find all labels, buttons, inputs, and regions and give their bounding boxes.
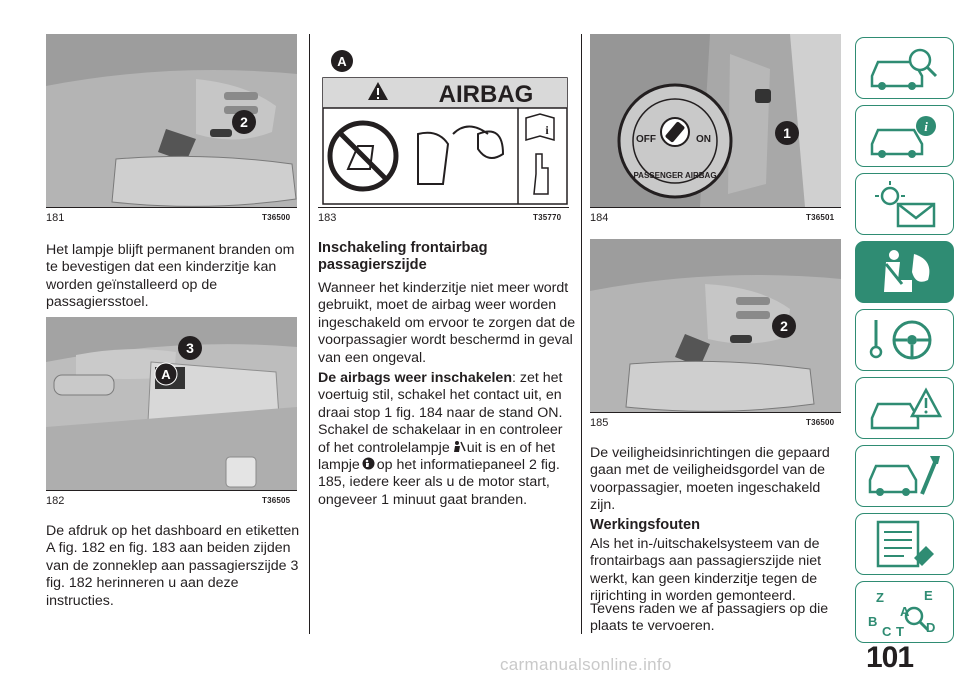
svg-text:AIRBAG: AIRBAG xyxy=(438,81,534,108)
col3-paragraph-1: De veiligheidsinrichtingen die gepaard gaan met de veiligheidsgordel van de voorpassagier, moeten ingeschakeld zijn. xyxy=(590,445,830,514)
column-divider-2 xyxy=(581,34,582,634)
warning-triangle-car-icon xyxy=(864,382,944,434)
figure-182-image xyxy=(46,317,297,490)
col3-heading: Werkingsfouten xyxy=(590,517,701,533)
callout-2-icon xyxy=(231,109,257,135)
sidebar-tab-dashboard[interactable] xyxy=(855,105,954,167)
col3-paragraph-2: Als het in-/uitschakelsysteem van de frontairbags aan passagierszijde niet werkt, kan geen kinderzitje tegen de rijrichting in worden gemonteerd. xyxy=(590,536,822,605)
svg-text:E: E xyxy=(924,588,933,603)
figure-181-image xyxy=(46,34,297,207)
airbag-off-warning-icon xyxy=(451,440,466,453)
car-wrench-icon xyxy=(864,450,944,502)
figure-185-number: 185 xyxy=(590,417,609,429)
svg-text:i: i xyxy=(545,123,549,137)
watermark: carmanualsonline.info xyxy=(500,655,672,674)
alphabetical-index-icon xyxy=(864,586,944,638)
warning-lights-icon xyxy=(864,178,944,230)
callout-3-icon xyxy=(177,335,203,361)
callout-1-icon xyxy=(774,120,800,146)
col2-paragraph-2-lead: De airbags weer inschakelen xyxy=(318,370,512,386)
figure-185-caption-line xyxy=(590,412,841,413)
callout-2-icon xyxy=(771,313,797,339)
key-steering-icon xyxy=(864,314,944,366)
svg-text:B: B xyxy=(868,614,878,629)
figure-184-image xyxy=(590,34,841,207)
figure-184-caption-line xyxy=(590,207,841,208)
sidebar-tab-technical-data[interactable] xyxy=(855,513,954,575)
figure-183-code: T35770 xyxy=(533,213,562,222)
svg-text:A: A xyxy=(337,54,347,69)
col2-paragraph-2-part-c: op het informatiepaneel 2 fig. 185, iedere keer als u de motor start, ongeveer 1 minuut gaat branden. xyxy=(318,457,560,508)
figure-182-number: 182 xyxy=(46,495,65,507)
col1-paragraph-1: Het lampje blijft permanent branden om te bevestigen dat een kinderzitje kan worden geïnstalleerd op de passagiersstoel. xyxy=(46,242,295,311)
car-info-icon xyxy=(864,110,944,162)
svg-text:Z: Z xyxy=(876,590,884,605)
figure-181-caption-line xyxy=(46,207,297,208)
svg-text:D: D xyxy=(926,620,936,635)
sidebar-tab-starting-driving[interactable] xyxy=(855,309,954,371)
figure-183-caption-line xyxy=(318,207,569,208)
figure-182-caption-line xyxy=(46,490,297,491)
col2-paragraph-2-part-b: uit is en of het lampje xyxy=(318,439,556,474)
col2-paragraph-2-part-a: : zet het voertuig stil, schakel het contact uit, en draai stop 1 fig. 184 naar de stand ON. Schakel de schakelaar in en controleer of het controlelampje xyxy=(318,370,563,456)
figure-185-image xyxy=(590,239,841,412)
airbag-seat-icon xyxy=(864,246,944,298)
figure-181-number: 181 xyxy=(46,212,65,224)
svg-text:2: 2 xyxy=(780,318,788,334)
figure-184-number: 184 xyxy=(590,212,609,224)
spec-list-icon xyxy=(864,518,944,570)
figure-181-code: T36500 xyxy=(262,213,291,222)
sidebar-tab-safety[interactable] xyxy=(855,241,954,303)
figure-182-code: T36505 xyxy=(262,496,291,505)
svg-text:OFF: OFF xyxy=(636,134,656,145)
svg-text:i: i xyxy=(924,119,928,134)
col2-paragraph-2 xyxy=(318,370,576,509)
figure-183-image xyxy=(318,34,569,207)
sidebar-tab-warning-lights[interactable] xyxy=(855,173,954,235)
svg-text:2: 2 xyxy=(240,114,248,130)
figure-183-number: 183 xyxy=(318,212,337,224)
page-number: 101 xyxy=(866,641,914,674)
sidebar-tab-maintenance[interactable] xyxy=(855,445,954,507)
sidebar-tab-index[interactable] xyxy=(855,581,954,643)
sidebar-tab-emergency[interactable] xyxy=(855,377,954,439)
svg-text:3: 3 xyxy=(186,340,194,356)
svg-text:C: C xyxy=(882,624,892,638)
col3-paragraph-3: Tevens raden we af passagiers op die plaats te vervoeren. xyxy=(590,601,829,635)
car-search-icon xyxy=(864,42,944,94)
airbag-key-switch-icon xyxy=(616,82,734,200)
column-divider-1 xyxy=(309,34,310,634)
figure-184-code: T36501 xyxy=(806,213,835,222)
col2-heading: Inschakeling frontairbag passagierszijde xyxy=(318,240,488,274)
col2-paragraph-1: Wanneer het kinderzitje niet meer wordt gebruikt, moet de airbag weer worden ingeschakeld om ervoor te zorgen dat de voorpassagier wordt beschermd in geval van een ongeval. xyxy=(318,280,576,366)
svg-text:1: 1 xyxy=(783,125,791,141)
col1-paragraph-2: De afdruk op het dashboard en etiketten A fig. 182 en fig. 183 aan beiden zijden van de zonneklep aan passagierszijde 3 fig. 182 herinneren u aan deze instructies. xyxy=(46,523,300,609)
svg-text:ON: ON xyxy=(696,134,711,145)
sidebar-tab-knowing-vehicle[interactable] xyxy=(855,37,954,99)
passenger-airbag-off-lamp-icon xyxy=(361,457,376,470)
label-a-sticker xyxy=(152,361,186,391)
svg-text:A: A xyxy=(161,367,171,382)
svg-text:A: A xyxy=(900,604,910,619)
figure-185-code: T36500 xyxy=(806,418,835,427)
svg-text:T: T xyxy=(896,624,904,638)
svg-text:PASSENGER AIRBAG: PASSENGER AIRBAG xyxy=(633,171,717,180)
